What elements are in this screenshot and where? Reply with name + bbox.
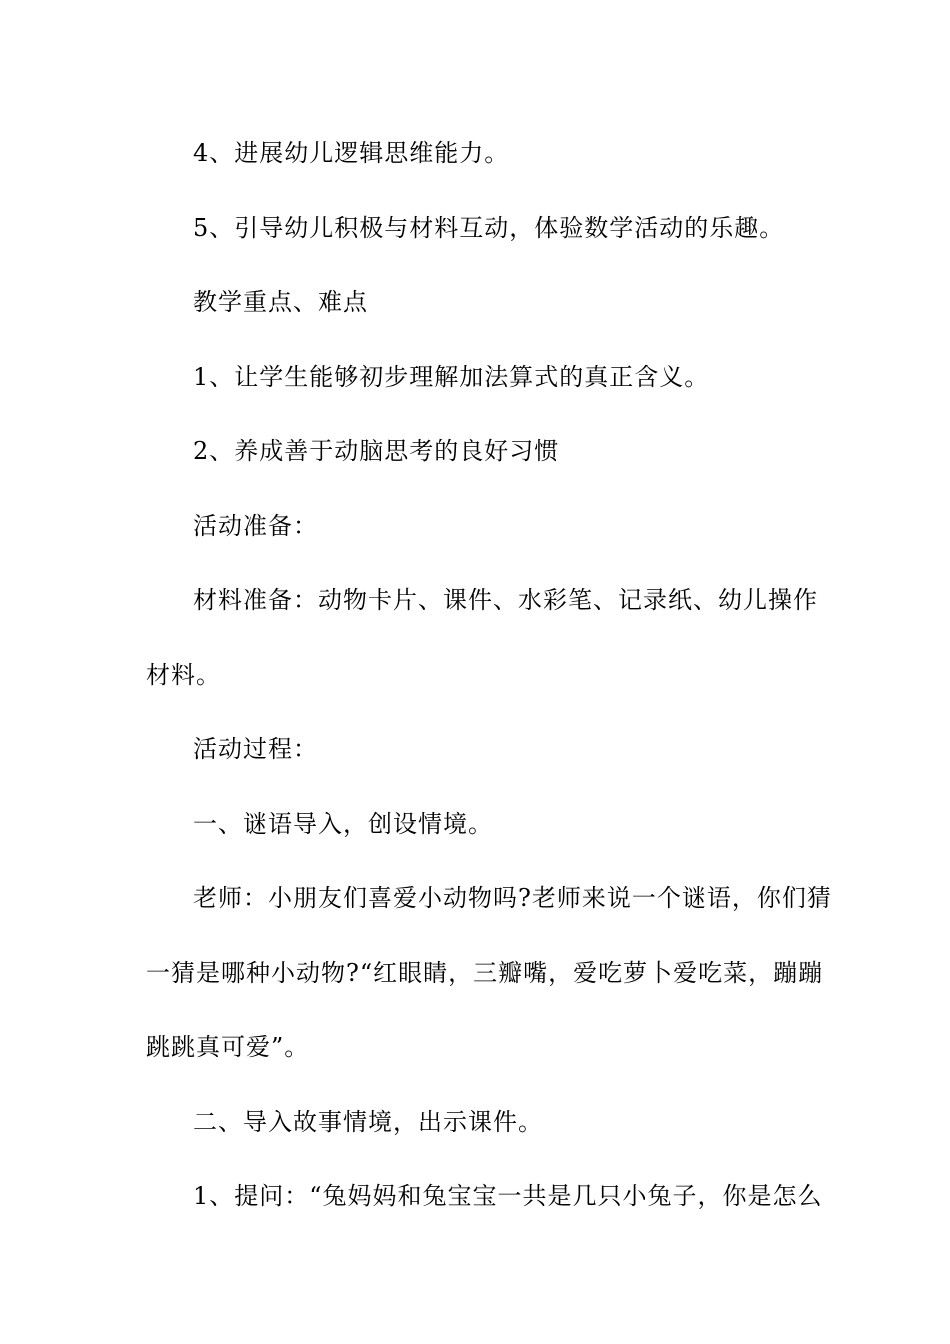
paragraph-teacher-riddle: 老师：小朋友们喜爱小动物吗?老师来说一个谜语，你们猜	[193, 884, 832, 912]
paragraph-key-point-2: 2、养成善于动脑思考的良好习惯	[193, 437, 560, 465]
paragraph-key-point-1: 1、让学生能够初步理解加法算式的真正含义。	[193, 363, 710, 391]
heading-key-points: 教学重点、难点	[193, 288, 368, 316]
paragraph-teacher-riddle-end: 跳跳真可爱”。	[146, 1033, 310, 1061]
paragraph-teacher-riddle-cont: 一猜是哪种小动物?“红眼睛，三瓣嘴，爱吃萝卜爱吃菜，蹦蹦	[146, 959, 824, 987]
paragraph-materials: 材料准备：动物卡片、课件、水彩笔、记录纸、幼儿操作	[193, 586, 818, 614]
heading-process: 活动过程：	[193, 735, 318, 763]
paragraph-goal-5: 5、引导幼儿积极与材料互动，体验数学活动的乐趣。	[193, 214, 785, 242]
paragraph-materials-cont: 材料。	[146, 661, 221, 689]
heading-step-2: 二、导入故事情境，出示课件。	[193, 1108, 543, 1136]
paragraph-question-1: 1、提问：“兔妈妈和兔宝宝一共是几只小兔子，你是怎么	[193, 1182, 823, 1210]
heading-step-1: 一、谜语导入，创设情境。	[193, 810, 493, 838]
heading-preparation: 活动准备：	[193, 512, 318, 540]
paragraph-goal-4: 4、进展幼儿逻辑思维能力。	[193, 139, 510, 167]
